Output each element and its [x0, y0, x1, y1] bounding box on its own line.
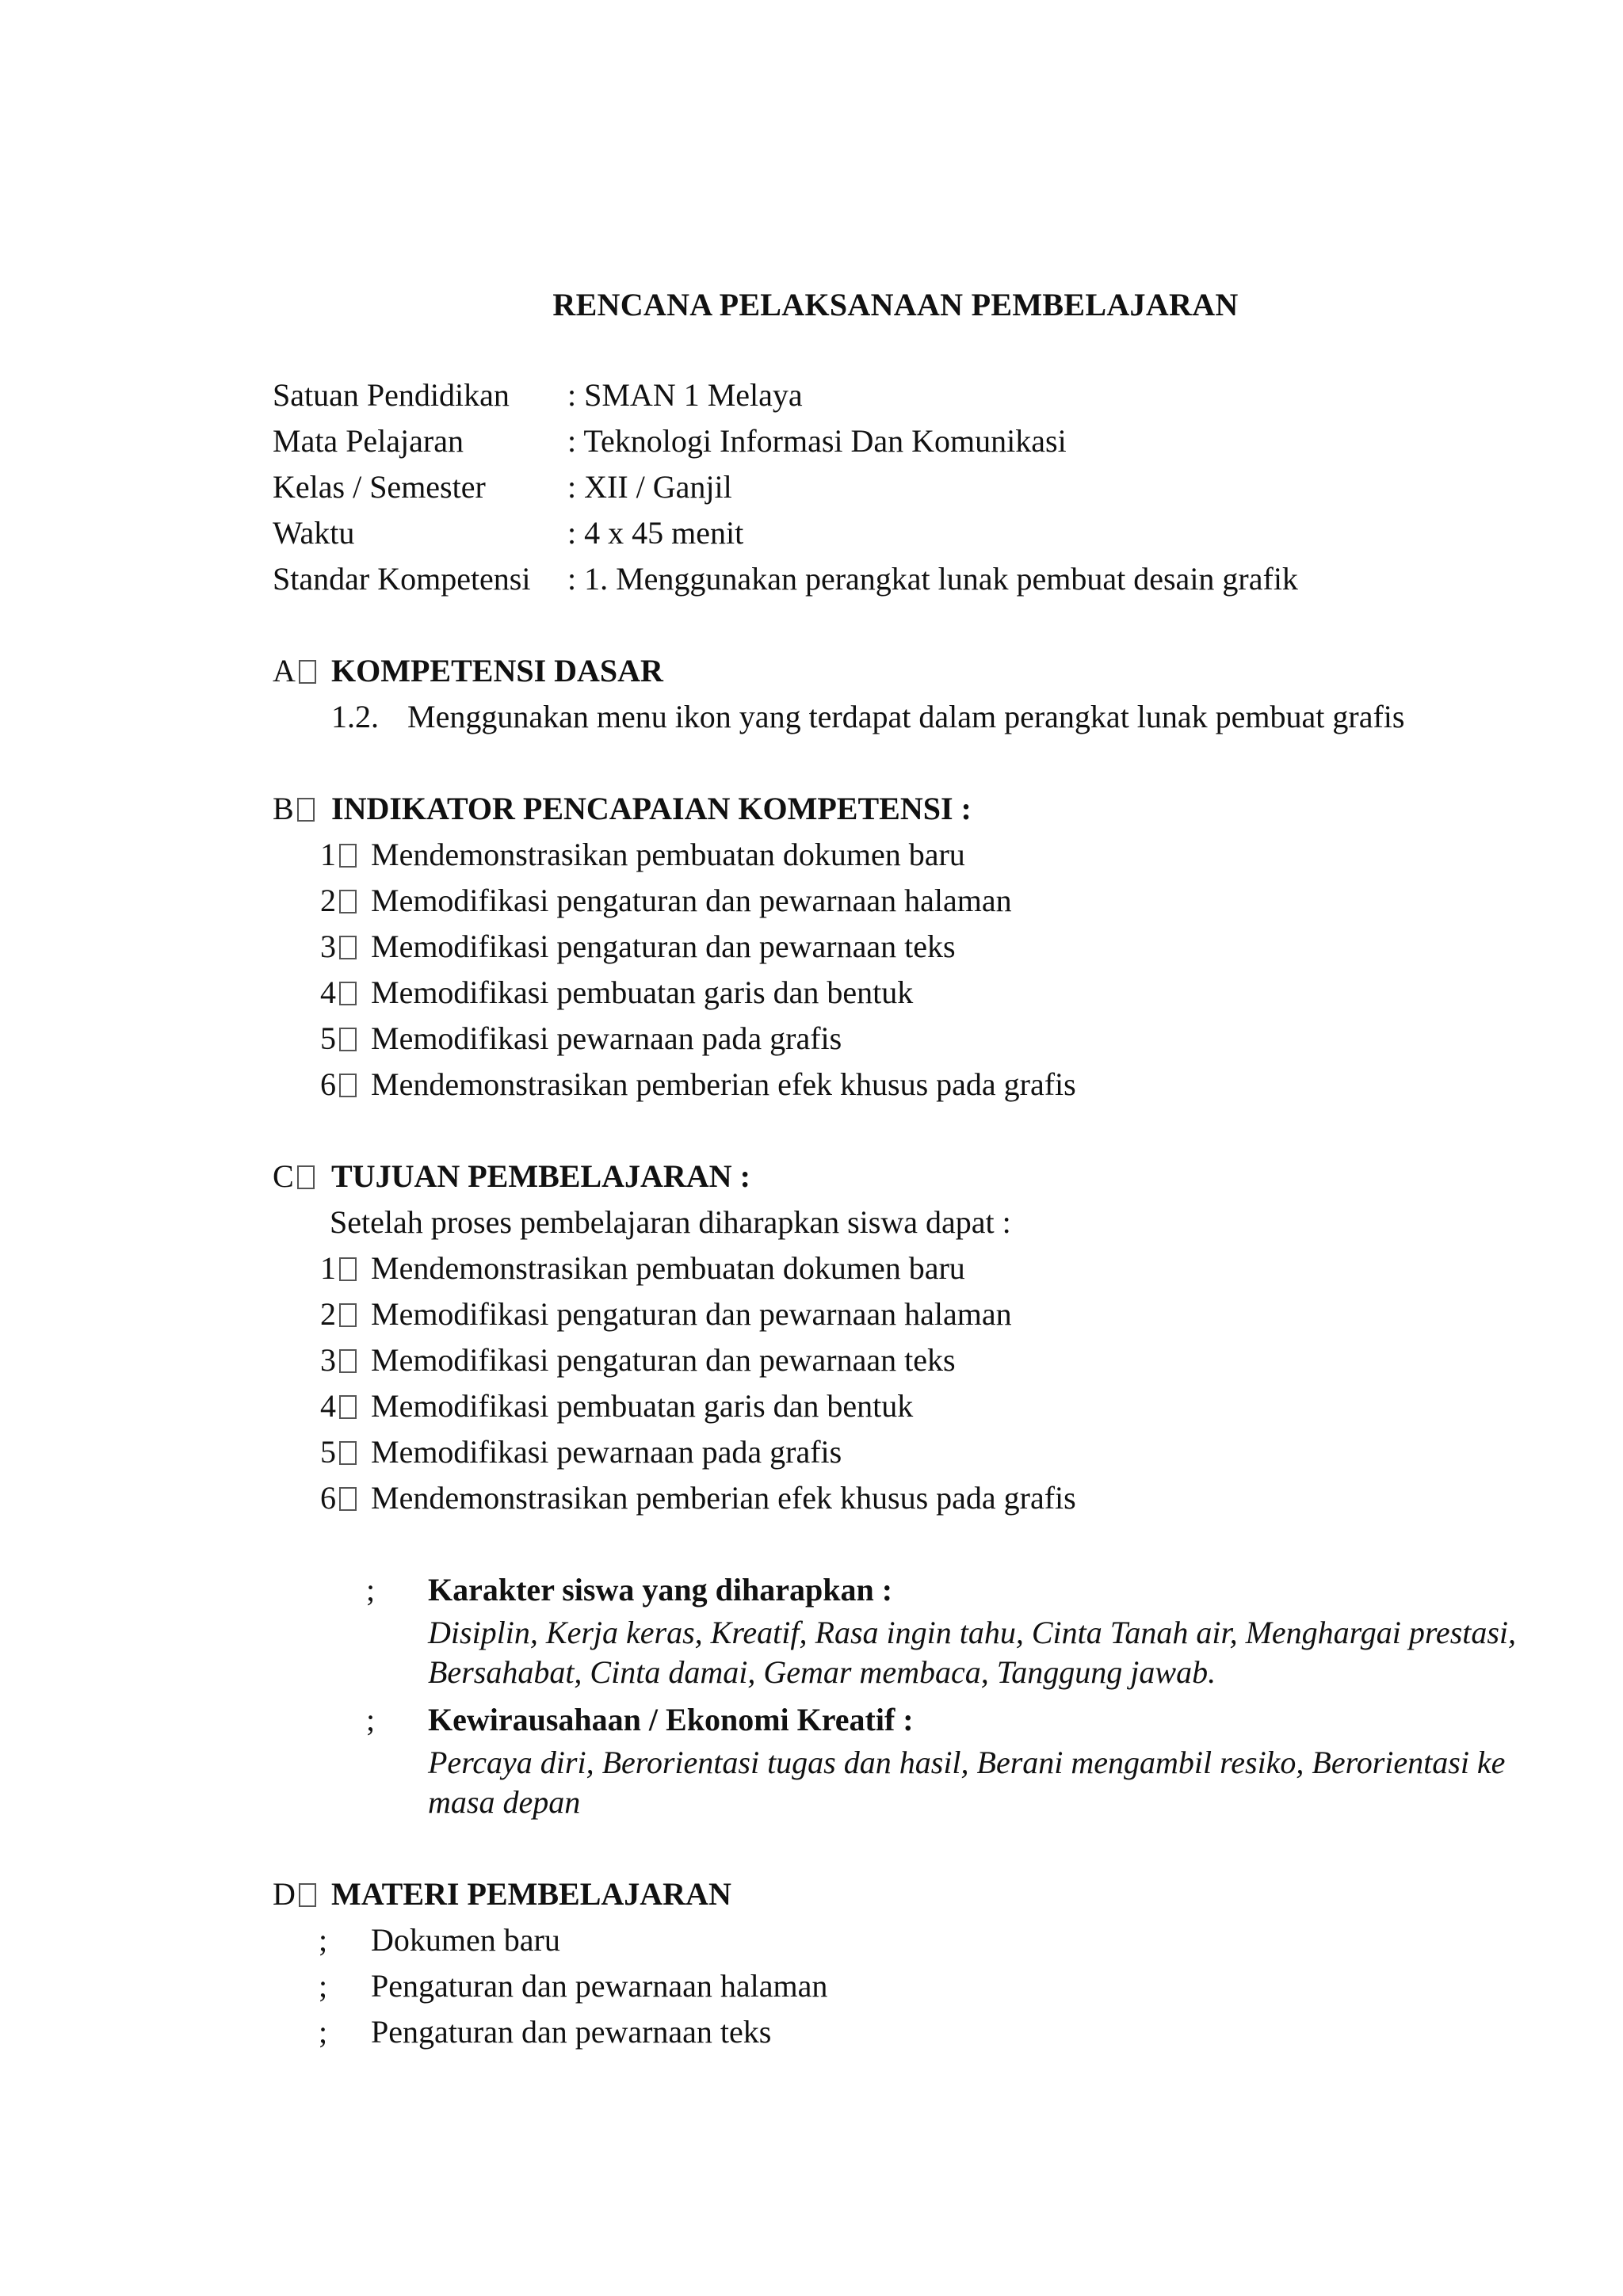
bullet-kewirausahaan: [273, 1697, 1522, 1822]
list-item: [320, 1429, 1076, 1475]
item-number: 1: [320, 1250, 336, 1286]
item-text: Memodifikasi pengaturan dan pewarnaan teks: [371, 1342, 956, 1378]
missing-glyph-icon: [339, 1395, 357, 1419]
section-materi: [273, 1871, 827, 2055]
item-text: Mendemonstrasikan pembuatan dokumen baru: [371, 837, 965, 872]
item-text: Memodifikasi pengaturan dan pewarnaan halaman: [371, 883, 1012, 918]
list-item: [319, 2009, 827, 2055]
missing-glyph-icon: [299, 1883, 316, 1907]
meta-value: : XII / Ganjil: [567, 469, 732, 505]
bullet-mark: ;: [366, 1572, 376, 1608]
item-number: 6: [320, 1066, 336, 1102]
list-item: [320, 1062, 1076, 1108]
item-number: 5: [320, 1020, 336, 1056]
section-heading: [273, 648, 1404, 694]
section-letter: B: [273, 786, 331, 832]
list-item: [320, 878, 1076, 924]
meta-value: : 1. Menggunakan perangkat lunak pembuat desain grafik: [567, 561, 1298, 597]
item-text: Menggunakan menu ikon yang terdapat dalam perangkat lunak pembuat grafis: [407, 699, 1405, 734]
section-intro: Setelah proses pembelajaran diharapkan siswa dapat :: [330, 1204, 1011, 1240]
list-item: [320, 1016, 1076, 1062]
list-item: [320, 1291, 1076, 1337]
section-letter: A: [273, 648, 331, 694]
item-text: Memodifikasi pembuatan garis dan bentuk: [371, 974, 914, 1010]
bullet-mark: ;: [366, 1702, 376, 1737]
missing-glyph-icon: [297, 1165, 315, 1189]
item-text: Mendemonstrasikan pemberian efek khusus pada grafis: [371, 1480, 1076, 1516]
meta-row: [273, 464, 1298, 510]
bullet-mark: ;: [319, 1922, 328, 1958]
item-number: 1.2.: [331, 699, 379, 734]
missing-glyph-icon: [339, 1303, 357, 1327]
item-number: 4: [320, 974, 336, 1010]
list-item: [319, 1963, 827, 2009]
item-number: 1: [320, 837, 336, 872]
list-item: [319, 1917, 827, 1963]
missing-glyph-icon: [339, 1487, 357, 1511]
list-item: [320, 1337, 1076, 1383]
item-text: Memodifikasi pewarnaan pada grafis: [371, 1434, 842, 1470]
item-number: 3: [320, 929, 336, 964]
meta-label: Satuan Pendidikan: [273, 377, 510, 413]
missing-glyph-icon: [339, 982, 357, 1005]
section-title: MATERI PEMBELAJARAN: [331, 1876, 731, 1912]
item-text: Memodifikasi pembuatan garis dan bentuk: [371, 1388, 914, 1424]
missing-glyph-icon: [297, 798, 315, 822]
meta-row: [273, 372, 1298, 418]
item-number: 2: [320, 1296, 336, 1332]
section-kompetensi-dasar: [273, 648, 1404, 740]
list-item: [320, 924, 1076, 970]
section-indikator: [273, 786, 1076, 1108]
meta-value: : 4 x 45 menit: [567, 515, 744, 551]
identity-table: [273, 372, 1298, 602]
meta-row: [273, 418, 1298, 464]
item-number: 4: [320, 1388, 336, 1424]
missing-glyph-icon: [339, 1441, 357, 1465]
list-item: [320, 1383, 1076, 1429]
missing-glyph-icon: [339, 844, 357, 868]
missing-glyph-icon: [339, 1028, 357, 1051]
missing-glyph-icon: [339, 1349, 357, 1373]
bullet-text: Disiplin, Kerja keras, Kreatif, Rasa ingin tahu, Cinta Tanah air, Menghargai prestasi, Bersahabat, Cinta damai, Gemar membaca, Tanggung jawab.: [428, 1615, 1517, 1690]
meta-row: [273, 510, 1298, 556]
item-text: Dokumen baru: [371, 1922, 560, 1958]
item-text: Mendemonstrasikan pembuatan dokumen baru: [371, 1250, 965, 1286]
missing-glyph-icon: [299, 660, 316, 684]
section-title: KOMPETENSI DASAR: [331, 653, 663, 688]
section-heading: [273, 786, 1076, 832]
list-item: [320, 1475, 1076, 1521]
meta-label: Kelas / Semester: [273, 469, 486, 505]
item-number: 6: [320, 1480, 336, 1516]
section-title: INDIKATOR PENCAPAIAN KOMPETENSI :: [331, 791, 972, 826]
missing-glyph-icon: [339, 1074, 357, 1097]
bullet-karakter: [273, 1567, 1522, 1692]
section-title: TUJUAN PEMBELAJARAN :: [331, 1158, 750, 1194]
bullet-mark: ;: [319, 2014, 328, 2050]
bullet-mark: ;: [319, 1968, 328, 2004]
list-item: [273, 694, 1404, 740]
bullet-text: Percaya diri, Berorientasi tugas dan hasil, Berani mengambil resiko, Berorientasi ke masa depan: [428, 1745, 1506, 1820]
missing-glyph-icon: [339, 936, 357, 959]
bullet-heading: Kewirausahaan / Ekonomi Kreatif :: [428, 1702, 914, 1737]
section-tujuan: [273, 1154, 1076, 1521]
bullet-heading: Karakter siswa yang diharapkan :: [428, 1572, 893, 1608]
missing-glyph-icon: [339, 890, 357, 913]
item-number: 5: [320, 1434, 336, 1470]
document-title: RENCANA PELAKSANAAN PEMBELAJARAN: [552, 287, 1239, 322]
item-text: Memodifikasi pewarnaan pada grafis: [371, 1020, 842, 1056]
item-text: Pengaturan dan pewarnaan halaman: [371, 1968, 828, 2004]
item-text: Mendemonstrasikan pemberian efek khusus pada grafis: [371, 1066, 1076, 1102]
section-letter: D: [273, 1871, 331, 1917]
item-number: 2: [320, 883, 336, 918]
item-text: Memodifikasi pengaturan dan pewarnaan halaman: [371, 1296, 1012, 1332]
meta-label: Standar Kompetensi: [273, 561, 531, 597]
meta-label: Mata Pelajaran: [273, 423, 464, 459]
item-text: Memodifikasi pengaturan dan pewarnaan teks: [371, 929, 956, 964]
item-number: 3: [320, 1342, 336, 1378]
list-item: [320, 832, 1076, 878]
missing-glyph-icon: [339, 1257, 357, 1281]
item-text: Pengaturan dan pewarnaan teks: [371, 2014, 772, 2050]
section-heading: [273, 1154, 1076, 1199]
section-heading: [273, 1871, 827, 1917]
list-item: [320, 970, 1076, 1016]
meta-label: Waktu: [273, 515, 355, 551]
meta-value: : Teknologi Informasi Dan Komunikasi: [567, 423, 1067, 459]
character-bullets: [273, 1567, 1522, 1822]
section-letter: C: [273, 1154, 331, 1199]
meta-row: [273, 556, 1298, 602]
meta-value: : SMAN 1 Melaya: [567, 377, 803, 413]
list-item: [320, 1245, 1076, 1291]
